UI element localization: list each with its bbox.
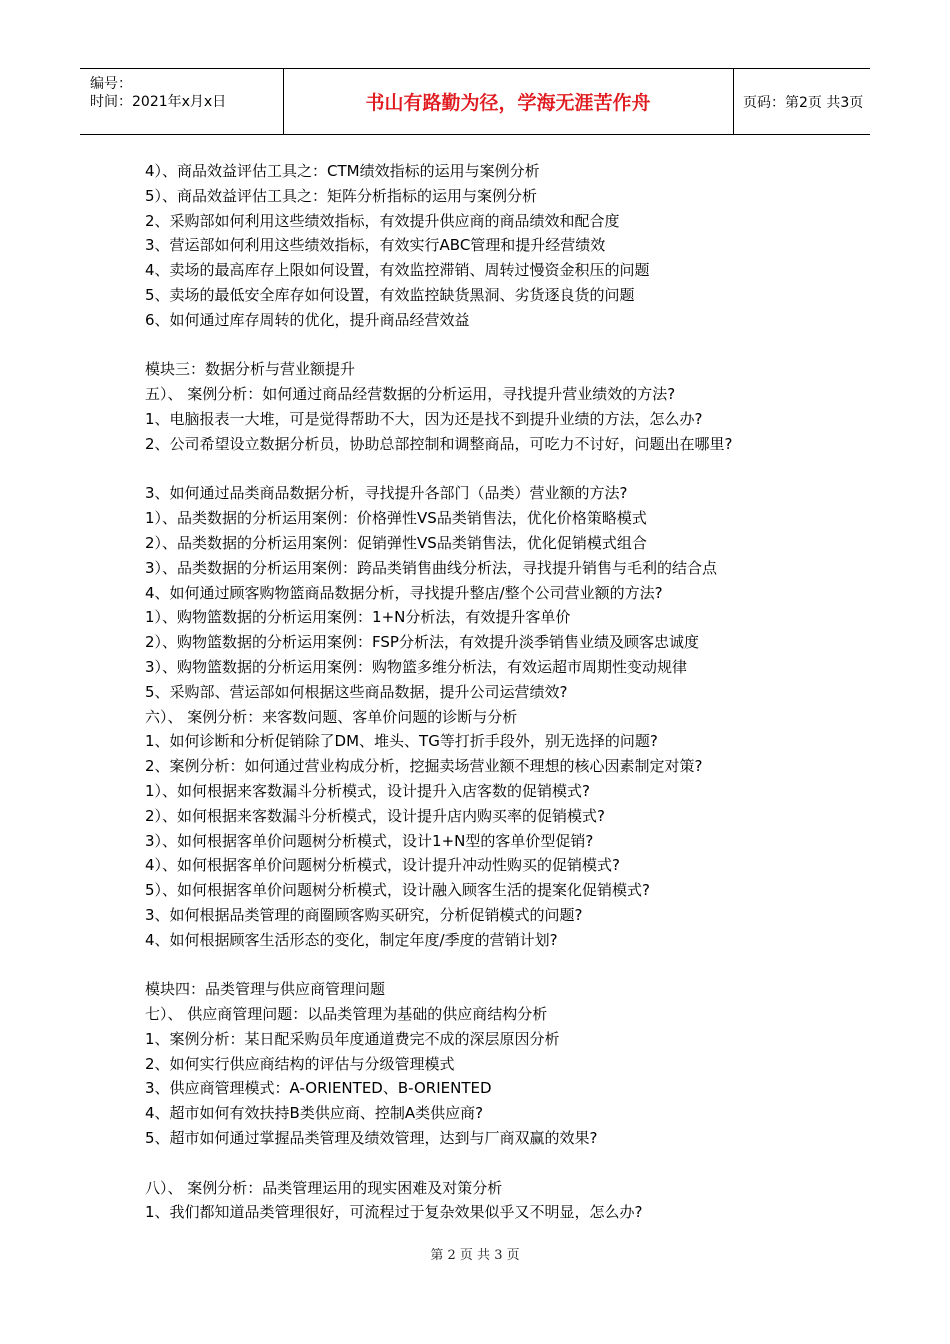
- text-line: 1、我们都知道品类管理很好，可流程过于复杂效果似乎又不明显，怎么办?: [145, 1203, 643, 1222]
- text-line: 3、营运部如何利用这些绩效指标，有效实行ABC管理和提升经营绩效: [145, 236, 606, 255]
- text-line: 1、如何诊断和分析促销除了DM、堆头、TG等打折手段外，别无选择的问题?: [145, 732, 658, 751]
- text-line: 5、采购部、营运部如何根据这些商品数据，提升公司运营绩效?: [145, 682, 568, 701]
- text-line: 5、卖场的最低安全库存如何设置，有效监控缺货黑洞、劣货逐良货的问题: [145, 285, 635, 304]
- text-line: 5、超市如何通过掌握品类管理及绩效管理，达到与厂商双赢的效果?: [145, 1129, 598, 1148]
- text-line: 4、如何根据顾客生活形态的变化，制定年度/季度的营销计划?: [145, 930, 558, 949]
- text-line: 六）、 案例分析：来客数问题、客单价问题的诊断与分析: [145, 707, 518, 726]
- text-line: 八）、 案例分析：品类管理运用的现实困难及对策分析: [145, 1178, 503, 1197]
- text-line: 5）、如何根据客单价问题树分析模式，设计融入顾客生活的提案化促销模式?: [145, 881, 651, 900]
- header-motto: 书山有路勤为径，学海无涯苦作舟: [365, 92, 651, 114]
- text-line: 4）、如何根据客单价问题树分析模式，设计提升冲动性购买的促销模式?: [145, 856, 621, 875]
- text-line: 2、采购部如何利用这些绩效指标，有效提升供应商的商品绩效和配合度: [145, 211, 620, 230]
- header-motto-cell: [283, 69, 734, 134]
- document-time-label: 时间：2021年x月x日: [90, 94, 227, 110]
- text-line: 3）、如何根据客单价问题树分析模式，设计1+N型的客单价型促销?: [145, 831, 594, 850]
- text-line: 4、卖场的最高库存上限如何设置，有效监控滞销、周转过慢资金积压的问题: [145, 261, 650, 280]
- text-line: 1）、如何根据来客数漏斗分析模式，设计提升入店客数的促销模式?: [145, 781, 591, 800]
- text-line: 1）、购物篮数据的分析运用案例：1+N分析法，有效提升客单价: [145, 608, 571, 627]
- page-header: [80, 68, 870, 135]
- text-line: 2、案例分析：如何通过营业构成分析，挖掘卖场营业额不理想的核心因素制定对策?: [145, 757, 703, 776]
- text-line: 4、如何通过顾客购物篮商品数据分析，寻找提升整店/整个公司营业额的方法?: [145, 583, 663, 602]
- text-line: 2）、购物篮数据的分析运用案例：FSP分析法，有效提升淡季销售业绩及顾客忠诚度: [145, 633, 699, 652]
- document-body: [145, 159, 865, 1225]
- text-line: 2）、品类数据的分析运用案例：促销弹性VS品类销售法，优化促销模式组合: [145, 533, 647, 552]
- text-line: 模块四：品类管理与供应商管理问题: [145, 980, 386, 999]
- blank-line: [145, 953, 865, 978]
- document-number-label: 编号：: [90, 76, 132, 92]
- blank-line: [145, 333, 865, 358]
- text-line: 5）、商品效益评估工具之：矩阵分析指标的运用与案例分析: [145, 186, 538, 205]
- text-line: 3、供应商管理模式：A-ORIENTED、B-ORIENTED: [145, 1079, 492, 1098]
- header-page-cell: [733, 69, 870, 134]
- page-footer: 第 2 页 共 3 页: [430, 1248, 520, 1263]
- text-line: 3、如何通过品类商品数据分析，寻找提升各部门（品类）营业额的方法?: [145, 484, 628, 503]
- text-line: 3、如何根据品类管理的商圈顾客购买研究，分析促销模式的问题?: [145, 905, 583, 924]
- text-line: 2）、如何根据来客数漏斗分析模式，设计提升店内购买率的促销模式?: [145, 806, 606, 825]
- text-line: 1、电脑报表一大堆，可是觉得帮助不大，因为还是找不到提升业绩的方法，怎么办?: [145, 409, 703, 428]
- text-line: 2、如何实行供应商结构的评估与分级管理模式: [145, 1054, 455, 1073]
- text-line: 3）、购物篮数据的分析运用案例：购物篮多维分析法，有效运超市周期性变动规律: [145, 657, 688, 676]
- text-line: 4）、商品效益评估工具之：CTM绩效指标的运用与案例分析: [145, 162, 540, 180]
- text-line: 七）、 供应商管理问题：以品类管理为基础的供应商结构分析: [145, 1005, 548, 1024]
- text-line: 4、超市如何有效扶持B类供应商、控制A类供应商?: [145, 1104, 484, 1123]
- header-info-cell: [80, 69, 284, 134]
- text-line: 2、公司希望设立数据分析员，协助总部控制和调整商品，可吃力不讨好，问题出在哪里?: [145, 434, 733, 453]
- blank-line: [145, 457, 865, 482]
- blank-line: [145, 1151, 865, 1176]
- text-line: 1）、品类数据的分析运用案例：价格弹性VS品类销售法，优化价格策略模式: [145, 509, 647, 528]
- text-line: 1、案例分析：某日配采购员年度通道费完不成的深层原因分析: [145, 1029, 560, 1048]
- text-line: 3）、品类数据的分析运用案例：跨品类销售曲线分析法，寻找提升销售与毛利的结合点: [145, 558, 718, 577]
- text-line: 模块三：数据分析与营业额提升: [145, 360, 356, 379]
- header-page-code: 页码：第2页 共3页: [743, 95, 864, 111]
- text-line: 五）、 案例分析：如何通过商品经营数据的分析运用，寻找提升营业绩效的方法?: [145, 385, 676, 404]
- text-line: 6、如何通过库存周转的优化，提升商品经营效益: [145, 310, 470, 329]
